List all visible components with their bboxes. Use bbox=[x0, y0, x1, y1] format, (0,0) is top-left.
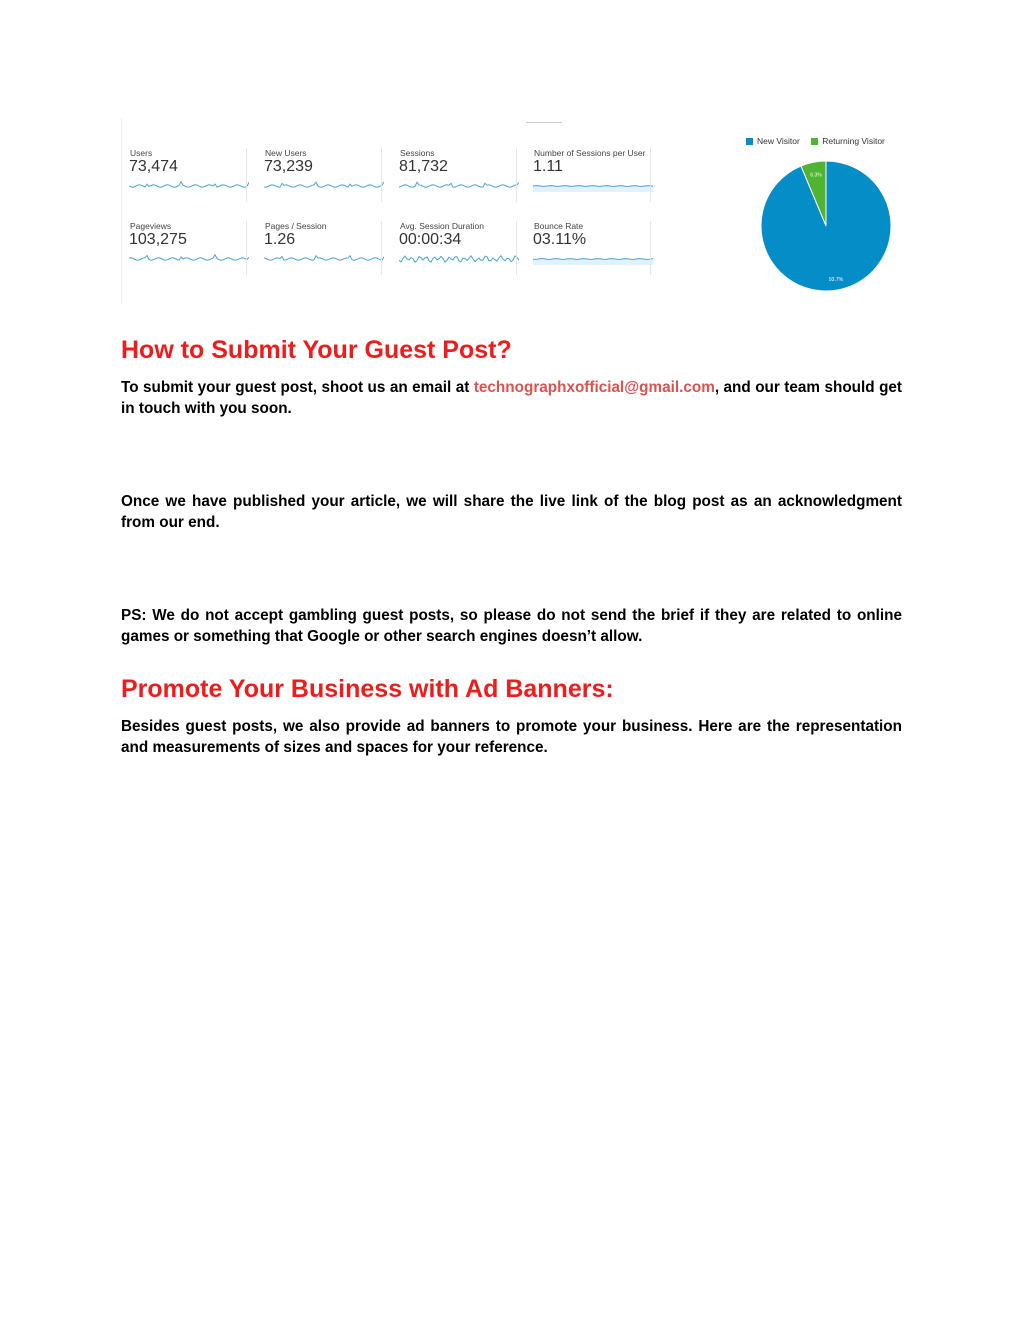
metric-label: Avg. Session Duration bbox=[400, 221, 484, 231]
intro-text: , and our team should get in touch with you soon. bbox=[121, 379, 903, 417]
metric-value: 03.11% bbox=[533, 231, 587, 248]
chart-legend bbox=[746, 136, 894, 146]
metric-sessions bbox=[391, 148, 513, 200]
sparkline bbox=[399, 178, 519, 194]
legend-swatch bbox=[811, 138, 818, 145]
sparkline-fill bbox=[533, 259, 653, 265]
sparkline-fill bbox=[533, 186, 653, 192]
sparkline-path bbox=[399, 256, 519, 263]
metric-pageviews bbox=[121, 221, 243, 273]
legend-swatch bbox=[746, 138, 753, 145]
metric-new-users bbox=[256, 148, 378, 200]
metric-label: Users bbox=[130, 148, 153, 158]
metric-avg-session-duration bbox=[391, 221, 513, 273]
metric-label: Number of Sessions per User bbox=[534, 148, 646, 158]
legend-item bbox=[811, 136, 885, 146]
legend-label: New Visitor bbox=[757, 136, 800, 146]
metric-label: Pageviews bbox=[130, 221, 172, 231]
metric-label: New Users bbox=[265, 148, 307, 158]
ps-paragraph: PS: We do not accept gambling guest posts, so please do not send the brief if they are related to online games or something that Google or other search engines doesn’t allow. bbox=[121, 607, 902, 645]
pie-slice-label: 93.7% bbox=[828, 277, 844, 283]
visitor-pie-chart bbox=[758, 158, 894, 299]
metric-label: Bounce Rate bbox=[534, 221, 584, 231]
legend-item bbox=[746, 136, 800, 146]
sparkline bbox=[533, 178, 653, 194]
ad-banners-paragraph: Besides guest posts, we also provide ad banners to promote your business. Here are the representation and measurements of sizes and spaces for your reference. bbox=[121, 718, 902, 756]
metric-value: 73,239 bbox=[264, 158, 313, 175]
metric-pages-per-session bbox=[256, 221, 378, 273]
sparkline bbox=[264, 178, 384, 194]
analytics-overview bbox=[121, 118, 911, 308]
sparkline-path bbox=[533, 259, 653, 260]
metric-value: 00:00:34 bbox=[399, 231, 462, 248]
sparkline-path bbox=[129, 255, 249, 260]
sparkline bbox=[399, 251, 519, 267]
metric-value: 103,275 bbox=[129, 231, 187, 248]
sparkline-path bbox=[399, 182, 519, 187]
legend-label: Returning Visitor bbox=[822, 136, 885, 146]
metric-users bbox=[121, 148, 243, 200]
contact-email-link[interactable]: technographxofficial@gmail.com bbox=[473, 379, 715, 396]
sparkline bbox=[129, 251, 249, 267]
metric-label: Sessions bbox=[400, 148, 435, 158]
metric-label: Pages / Session bbox=[265, 221, 327, 231]
metric-value: 81,732 bbox=[399, 158, 448, 175]
sparkline bbox=[129, 178, 249, 194]
metric-value: 73,474 bbox=[129, 158, 178, 175]
metric-value: 1.11 bbox=[533, 158, 563, 175]
section-heading-ad-banners: Promote Your Business with Ad Banners: bbox=[121, 675, 614, 703]
sparkline bbox=[264, 251, 384, 267]
section-heading-guest-post: How to Submit Your Guest Post? bbox=[121, 336, 512, 364]
pie-slice bbox=[761, 161, 891, 291]
divider bbox=[121, 118, 122, 304]
guest-post-intro bbox=[121, 377, 902, 419]
published-paragraph: Once we have published your article, we will share the live link of the blog post as an acknowledgment from our end. bbox=[121, 493, 902, 531]
intro-text: To submit your guest post, shoot us an email at bbox=[121, 379, 474, 396]
metric-value: 1.26 bbox=[264, 231, 296, 248]
divider bbox=[526, 122, 562, 123]
metric-bounce-rate bbox=[525, 221, 647, 273]
sparkline-path bbox=[264, 256, 384, 261]
pie-slice-label: 6.3% bbox=[810, 172, 822, 179]
sparkline bbox=[533, 251, 653, 267]
sparkline-path bbox=[129, 182, 249, 187]
sparkline-path bbox=[264, 182, 384, 187]
metric-sessions-per-user bbox=[525, 148, 647, 200]
